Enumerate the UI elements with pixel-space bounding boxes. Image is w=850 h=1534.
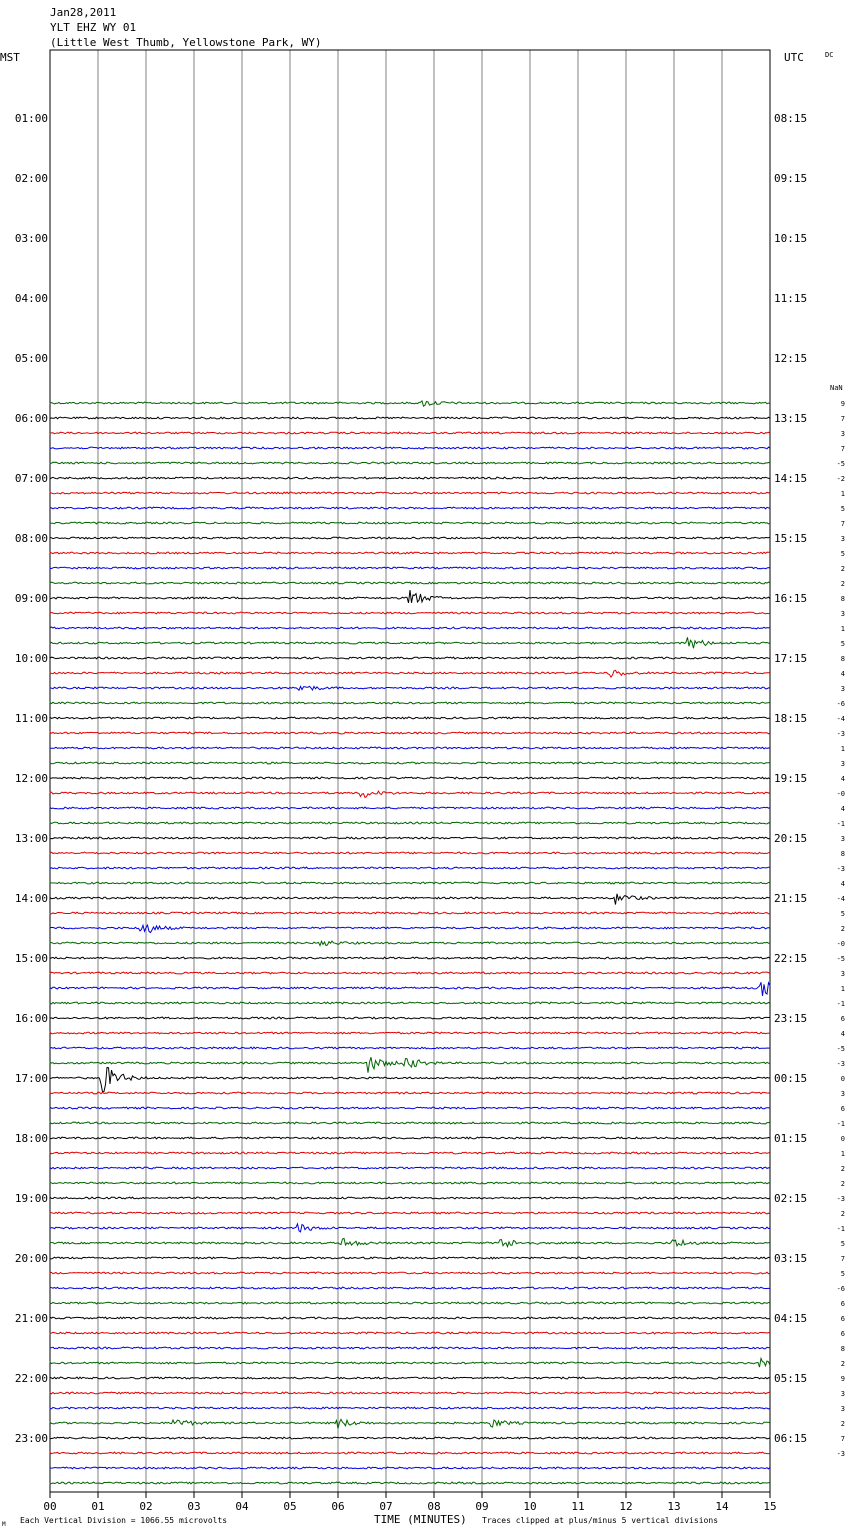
trace-offset-label: 4 — [840, 670, 845, 678]
trace-line — [50, 567, 770, 569]
trace-line — [50, 590, 770, 603]
right-hour-label: 00:15 — [774, 1072, 808, 1085]
trace-offset-label: -3 — [836, 730, 845, 738]
left-hour-label: 15:00 — [14, 952, 48, 965]
left-hour-label: 14:00 — [14, 892, 48, 905]
trace-offset-label: 3 — [840, 835, 845, 843]
right-hour-label: 08:15 — [774, 112, 808, 125]
chart-title-station: YLT EHZ WY 01 — [50, 21, 137, 34]
right-hour-label: 19:15 — [774, 772, 808, 785]
trace-offset-label: 5 — [840, 505, 845, 513]
right-hour-label: 23:15 — [774, 1012, 808, 1025]
trace-line — [50, 1358, 770, 1367]
trace-line — [50, 1047, 770, 1049]
trace-line — [50, 477, 770, 479]
x-tick-label: 10 — [523, 1500, 537, 1513]
trace-line — [50, 717, 770, 719]
trace-offset-label: 3 — [840, 1090, 845, 1098]
trace-offset-label: 3 — [840, 685, 845, 693]
trace-line — [50, 1068, 770, 1092]
trace-offset-label: 4 — [840, 1030, 845, 1038]
trace-line — [50, 582, 770, 584]
x-tick-label: 11 — [571, 1500, 585, 1513]
trace-offset-label: 8 — [840, 595, 845, 603]
x-tick-label: 04 — [235, 1500, 249, 1513]
trace-line — [50, 747, 770, 749]
trace-offset-label: -3 — [836, 1450, 845, 1458]
trace-offset-label: 3 — [840, 430, 845, 438]
x-tick-label: 13 — [667, 1500, 681, 1513]
trace-offset-label: -1 — [836, 1225, 845, 1233]
right-hour-labels — [774, 112, 807, 1445]
trace-offset-label: 6 — [840, 1105, 845, 1113]
trace-offset-label: 4 — [840, 880, 845, 888]
right-hour-label: 09:15 — [774, 172, 808, 185]
trace-line — [50, 1197, 770, 1199]
trace-line — [50, 1287, 770, 1289]
trace-line — [50, 1272, 770, 1274]
trace-offset-label: 9 — [840, 400, 845, 408]
trace-line — [50, 1122, 770, 1124]
x-tick-label: 07 — [379, 1500, 393, 1513]
right-hour-label: 15:15 — [774, 532, 808, 545]
traces — [50, 401, 770, 1484]
trace-line — [50, 1092, 770, 1094]
trace-line — [50, 417, 770, 419]
trace-line — [50, 670, 770, 677]
trace-offset-label: -6 — [836, 1285, 845, 1293]
left-hour-labels — [15, 112, 48, 1445]
trace-offset-label: 7 — [840, 1255, 845, 1263]
trace-offset-label: 3 — [840, 535, 845, 543]
trace-offset-label: 1 — [840, 1150, 845, 1158]
trace-line — [50, 762, 770, 764]
trace-line — [50, 1437, 770, 1439]
trace-line — [50, 1332, 770, 1334]
trace-offset-label: 3 — [840, 1390, 845, 1398]
x-tick-label: 03 — [187, 1500, 201, 1513]
trace-offset-label: 3 — [840, 760, 845, 768]
left-hour-label: 21:00 — [14, 1312, 48, 1325]
trace-offset-label: 7 — [840, 520, 845, 528]
trace-offset-label: 1 — [840, 745, 845, 753]
trace-line — [50, 777, 770, 779]
trace-line — [50, 1377, 770, 1379]
corner-label: DC — [825, 51, 834, 59]
trace-line — [50, 637, 770, 648]
x-axis-label: TIME (MINUTES) — [374, 1513, 467, 1526]
trace-line — [50, 1152, 770, 1154]
trace-offset-label: 2 — [840, 565, 845, 573]
right-hour-label: 01:15 — [774, 1132, 808, 1145]
trace-offset-label: -2 — [836, 475, 845, 483]
trace-line — [50, 1107, 770, 1109]
trace-offset-label: 5 — [840, 1240, 845, 1248]
trace-offset-label: -6 — [836, 700, 845, 708]
trace-offset-label: 6 — [840, 1300, 845, 1308]
trace-offset-label: 5 — [840, 1270, 845, 1278]
x-axis-ticks — [43, 1492, 776, 1513]
trace-line — [50, 807, 770, 809]
right-hour-label: 03:15 — [774, 1252, 808, 1265]
left-hour-label: 13:00 — [14, 832, 48, 845]
trace-line — [50, 1317, 770, 1319]
trace-offset-label: 8 — [840, 655, 845, 663]
x-tick-label: 02 — [139, 1500, 153, 1513]
plot-grid — [98, 50, 722, 1492]
trace-line — [50, 925, 770, 932]
left-hour-label: 04:00 — [14, 292, 48, 305]
trace-line — [50, 1057, 770, 1073]
trace-line — [50, 1167, 770, 1169]
trace-offset-label: 2 — [840, 580, 845, 588]
left-hour-label: 17:00 — [14, 1072, 48, 1085]
trace-line — [50, 1302, 770, 1304]
trace-line — [50, 1002, 770, 1004]
trace-line — [50, 1137, 770, 1139]
x-tick-label: 14 — [715, 1500, 729, 1513]
trace-line — [50, 447, 770, 449]
left-hour-label: 11:00 — [14, 712, 48, 725]
right-hour-label: 05:15 — [774, 1372, 808, 1385]
right-hour-label: 18:15 — [774, 712, 808, 725]
trace-offset-label: 9 — [840, 1375, 845, 1383]
trace-offset-label: -3 — [836, 1195, 845, 1203]
right-hour-label: 10:15 — [774, 232, 808, 245]
chart-title-date: Jan28,2011 — [50, 6, 117, 19]
trace-offset-label: -1 — [836, 1000, 845, 1008]
trace-line — [50, 612, 770, 614]
trace-offset-label: 5 — [840, 640, 845, 648]
trace-line — [50, 1482, 770, 1484]
trace-line — [50, 1467, 770, 1469]
trace-line — [50, 1407, 770, 1409]
trace-offset-label: -1 — [836, 820, 845, 828]
trace-offset-label: -5 — [836, 1045, 845, 1053]
trace-offset-label: 4 — [840, 805, 845, 813]
plot-frame — [50, 50, 770, 1492]
left-hour-label: 12:00 — [14, 772, 48, 785]
trace-offset-label: -0 — [836, 790, 845, 798]
right-hour-label: 17:15 — [774, 652, 808, 665]
trace-offset-label: 2 — [840, 1210, 845, 1218]
left-hour-label: 09:00 — [14, 592, 48, 605]
trace-offset-label: -3 — [836, 1060, 845, 1068]
trace-line — [50, 507, 770, 509]
right-hour-label: 14:15 — [774, 472, 808, 485]
x-tick-label: 15 — [763, 1500, 777, 1513]
trace-offset-label: 1 — [840, 490, 845, 498]
trace-line — [50, 1419, 770, 1428]
right-hour-label: 21:15 — [774, 892, 808, 905]
trace-offset-label: 7 — [840, 1435, 845, 1443]
trace-offset-label: 2 — [840, 1165, 845, 1173]
trace-line — [50, 522, 770, 524]
trace-line — [50, 982, 770, 996]
trace-line — [50, 1257, 770, 1259]
trace-offset-label: -5 — [836, 460, 845, 468]
left-hour-label: 16:00 — [14, 1012, 48, 1025]
trace-line — [50, 972, 770, 974]
x-tick-label: 09 — [475, 1500, 489, 1513]
trace-offset-label: 4 — [840, 775, 845, 783]
trace-line — [50, 1238, 770, 1246]
trace-offset-label: 6 — [840, 1015, 845, 1023]
trace-line — [50, 552, 770, 554]
right-hour-label: 20:15 — [774, 832, 808, 845]
nan-label: NaN — [830, 384, 843, 392]
trace-line — [50, 702, 770, 704]
trace-line — [50, 941, 770, 946]
left-hour-label: 01:00 — [14, 112, 48, 125]
trace-line — [50, 432, 770, 434]
left-hour-label: 03:00 — [14, 232, 48, 245]
chart-title-location: (Little West Thumb, Yellowstone Park, WY) — [50, 36, 322, 49]
trace-line — [50, 1224, 770, 1232]
trace-line — [50, 867, 770, 869]
left-hour-label: 02:00 — [14, 172, 48, 185]
trace-offset-label: -0 — [836, 940, 845, 948]
trace-line — [50, 462, 770, 464]
trace-offset-label: 1 — [840, 625, 845, 633]
trace-offset-labels — [837, 400, 845, 1458]
x-tick-label: 08 — [427, 1500, 441, 1513]
right-hour-label: 02:15 — [774, 1192, 808, 1205]
trace-offset-label: 2 — [840, 1180, 845, 1188]
trace-line — [50, 791, 770, 797]
trace-line — [50, 1452, 770, 1454]
trace-offset-label: 3 — [840, 970, 845, 978]
right-hour-label: 12:15 — [774, 352, 808, 365]
trace-line — [50, 852, 770, 854]
left-hour-label: 19:00 — [14, 1192, 48, 1205]
trace-offset-label: 5 — [840, 910, 845, 918]
right-hour-label: 22:15 — [774, 952, 808, 965]
trace-line — [50, 401, 770, 406]
left-hour-label: 22:00 — [14, 1372, 48, 1385]
right-hour-label: 16:15 — [774, 592, 808, 605]
right-hour-label: 06:15 — [774, 1432, 808, 1445]
x-tick-label: 00 — [43, 1500, 57, 1513]
trace-offset-label: -1 — [836, 1120, 845, 1128]
x-tick-label: 01 — [91, 1500, 105, 1513]
trace-offset-label: -5 — [836, 955, 845, 963]
trace-line — [50, 957, 770, 959]
trace-line — [50, 627, 770, 629]
trace-offset-label: 3 — [840, 1405, 845, 1413]
trace-line — [50, 732, 770, 734]
right-hour-label: 04:15 — [774, 1312, 808, 1325]
trace-line — [50, 686, 770, 690]
trace-line — [50, 1182, 770, 1184]
trace-offset-label: 8 — [840, 850, 845, 858]
left-axis-label: MST — [0, 51, 20, 64]
trace-offset-label: 2 — [840, 925, 845, 933]
trace-offset-label: 6 — [840, 1330, 845, 1338]
trace-line — [50, 912, 770, 914]
trace-line — [50, 822, 770, 824]
trace-line — [50, 1392, 770, 1394]
trace-line — [50, 837, 770, 839]
trace-offset-label: 8 — [840, 1345, 845, 1353]
trace-offset-label: 2 — [840, 1360, 845, 1368]
trace-line — [50, 1347, 770, 1349]
trace-line — [50, 882, 770, 884]
left-hour-label: 18:00 — [14, 1132, 48, 1145]
trace-offset-label: -3 — [836, 865, 845, 873]
trace-offset-label: 7 — [840, 415, 845, 423]
trace-line — [50, 537, 770, 539]
x-tick-label: 12 — [619, 1500, 633, 1513]
trace-offset-label: 0 — [840, 1075, 845, 1083]
trace-offset-label: 0 — [840, 1135, 845, 1143]
left-hour-label: 23:00 — [14, 1432, 48, 1445]
footer-right-note: Traces clipped at plus/minus 5 vertical divisions — [482, 1516, 719, 1525]
trace-offset-label: 7 — [840, 445, 845, 453]
right-hour-label: 11:15 — [774, 292, 808, 305]
trace-line — [50, 492, 770, 494]
left-hour-label: 06:00 — [14, 412, 48, 425]
left-hour-label: 20:00 — [14, 1252, 48, 1265]
left-hour-label: 05:00 — [14, 352, 48, 365]
trace-offset-label: 3 — [840, 610, 845, 618]
trace-offset-label: 5 — [840, 550, 845, 558]
trace-line — [50, 1017, 770, 1019]
right-axis-label: UTC — [784, 51, 804, 64]
footer-left-note: Each Vertical Division = 1066.55 microvolts — [20, 1516, 228, 1525]
x-tick-label: 06 — [331, 1500, 345, 1513]
left-hour-label: 08:00 — [14, 532, 48, 545]
corner-mark: M — [2, 1521, 6, 1528]
trace-offset-label: 6 — [840, 1315, 845, 1323]
trace-line — [50, 894, 770, 905]
trace-offset-label: 2 — [840, 1420, 845, 1428]
left-hour-label: 07:00 — [14, 472, 48, 485]
trace-line — [50, 657, 770, 659]
right-hour-label: 13:15 — [774, 412, 808, 425]
trace-offset-label: 1 — [840, 985, 845, 993]
trace-line — [50, 1212, 770, 1214]
trace-line — [50, 1032, 770, 1034]
left-hour-label: 10:00 — [14, 652, 48, 665]
trace-offset-label: -4 — [836, 715, 845, 723]
x-tick-label: 05 — [283, 1500, 297, 1513]
trace-offset-label: -4 — [836, 895, 845, 903]
